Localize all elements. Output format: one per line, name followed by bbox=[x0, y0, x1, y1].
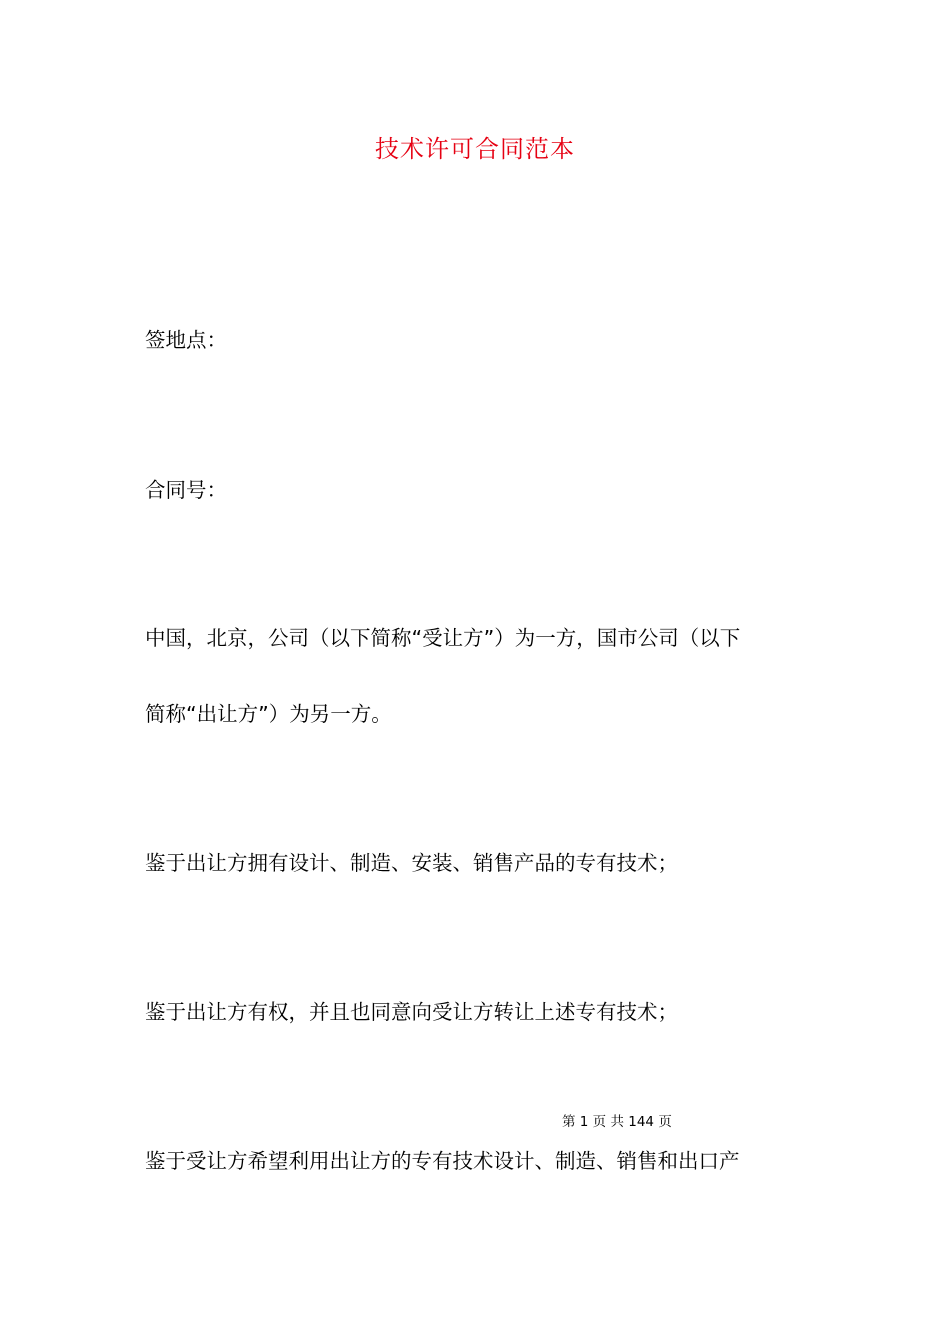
parties-line-1: 中国，北京，公司（以下简称“受让方”）为一方，国市公司（以下 bbox=[145, 626, 741, 650]
parties-line-2: 简称“出让方”）为另一方。 bbox=[145, 702, 392, 726]
signing-place-line: 签地点： bbox=[145, 328, 227, 352]
document-title: 技术许可合同范本 bbox=[375, 135, 575, 163]
whereas-clause-2: 鉴于出让方有权，并且也同意向受让方转让上述专有技术； bbox=[145, 1000, 678, 1024]
whereas-clause-3: 鉴于受让方希望利用出让方的专有技术设计、制造、销售和出口产 bbox=[145, 1149, 740, 1173]
page-footer: 第 1 页 共 144 页 bbox=[562, 1114, 672, 1130]
contract-number-line: 合同号： bbox=[145, 478, 227, 502]
whereas-clause-1: 鉴于出让方拥有设计、制造、安装、销售产品的专有技术； bbox=[145, 851, 678, 875]
